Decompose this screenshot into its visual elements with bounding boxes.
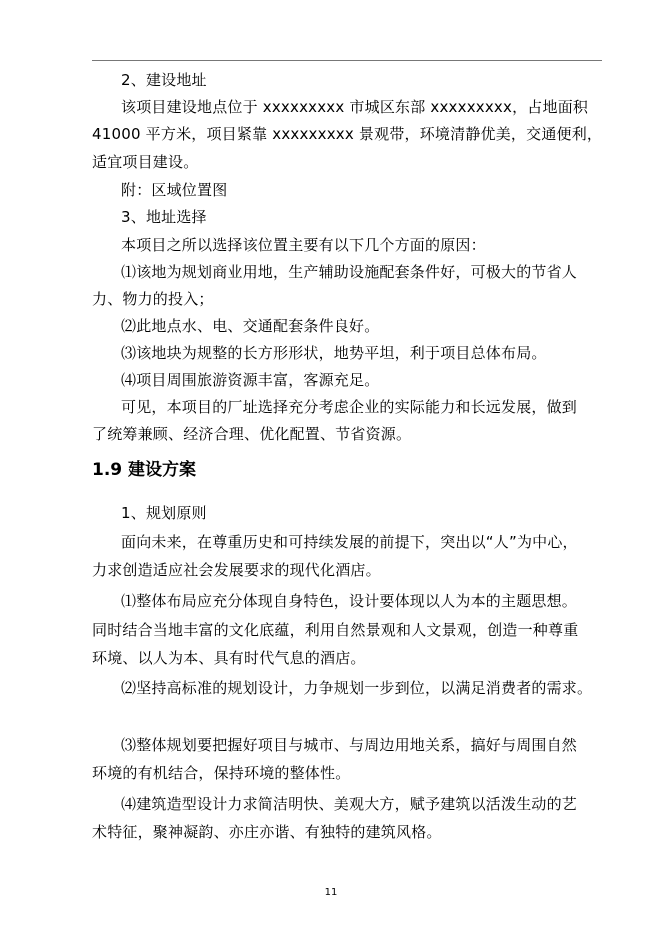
list-item: ⑵坚持高标准的规划设计，力争规划一步到位，以满足消费者的需求。: [121, 679, 593, 697]
list-item-continuation: 术特征，聚神凝韵、亦庄亦谐、有独特的建筑风格。: [92, 823, 442, 841]
item-heading-2: 2、建设地址: [121, 71, 207, 89]
list-item: ⑴该地为规划商业用地，生产辅助设施配套条件好，可极大的节省人: [121, 263, 578, 281]
item-heading-1: 1、规划原则: [121, 504, 207, 522]
page-number: 11: [324, 887, 338, 898]
attachment-note: 附：区域位置图: [121, 181, 228, 199]
list-item: ⑷项目周围旅游资源丰富，客源充足。: [121, 371, 380, 389]
body-line: 了统筹兼顾、经济合理、优化配置、节省资源。: [92, 425, 412, 443]
header-rule: [92, 60, 602, 61]
list-item: ⑴整体布局应充分体现自身特色，设计要体现以人为本的主题思想。: [121, 592, 578, 610]
list-item-continuation: 同时结合当地丰富的文化底蕴，利用自然景观和人文景观，创造一种尊重: [92, 621, 579, 639]
list-item-continuation: 力、物力的投入；: [92, 290, 214, 308]
list-item-continuation: 环境、以人为本、具有时代气息的酒店。: [92, 649, 366, 667]
section-heading: 1.9 建设方案: [92, 460, 197, 480]
list-item: ⑶整体规划要把握好项目与城市、与周边用地关系，搞好与周围自然: [121, 736, 578, 754]
body-line: 可见，本项目的厂址选择充分考虑企业的实际能力和长远发展，做到: [121, 398, 578, 416]
body-line: 面向未来，在尊重历史和可持续发展的前提下，突出以“人”为中心，: [121, 533, 578, 551]
list-item: ⑶该地块为规整的长方形形状，地势平坦，利于项目总体布局。: [121, 344, 547, 362]
body-line: 力求创造适应社会发展要求的现代化酒店。: [92, 561, 381, 579]
item-heading-3: 3、地址选择: [121, 208, 207, 226]
body-line: 适宜项目建设。: [92, 153, 199, 171]
list-item-continuation: 环境的有机结合，保持环境的整体性。: [92, 764, 351, 782]
body-line: 该项目建设地点位于 xxxxxxxxx 市城区东部 xxxxxxxxx，占地面积: [121, 98, 589, 116]
body-line: 41000 平方米，项目紧靠 xxxxxxxxx 景观带，环境清静优美，交通便利，: [92, 125, 603, 143]
body-line: 本项目之所以选择该位置主要有以下几个方面的原因：: [121, 236, 486, 254]
list-item: ⑵此地点水、电、交通配套条件良好。: [121, 317, 380, 335]
list-item: ⑷建筑造型设计力求简洁明快、美观大方，赋予建筑以活泼生动的艺: [121, 795, 578, 813]
